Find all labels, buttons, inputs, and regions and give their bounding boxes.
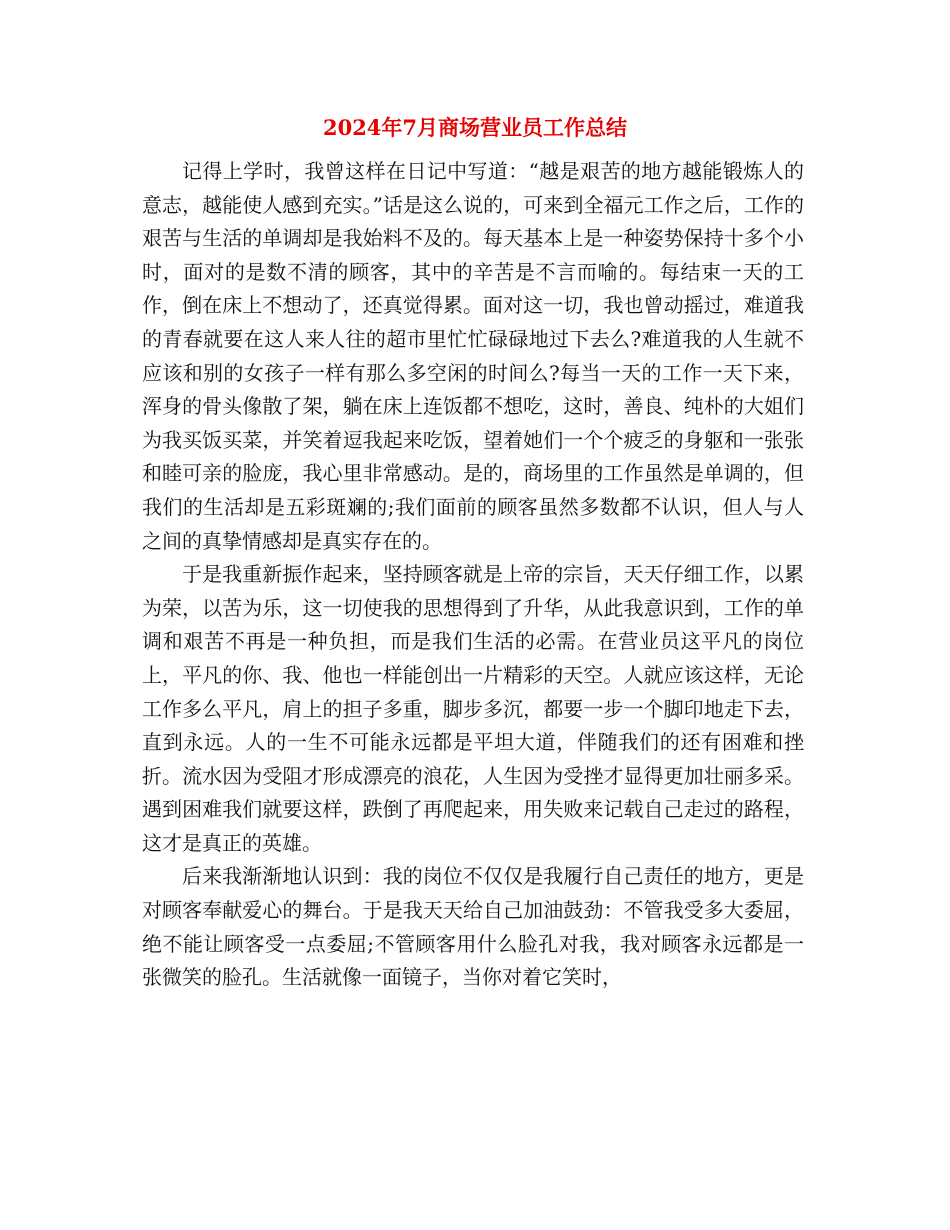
paragraph-3: 后来我渐渐地认识到：我的岗位不仅仅是我履行自己责任的地方，更是对顾客奉献爱心的舞台。于是我天天给自己加油鼓劲：不管我受多大委屈，绝不能让顾客受一点委屈;不管顾客用什么脸孔对我，我对顾客永远都是一张微笑的脸孔。生活就像一面镜子，当你对着它笑时， <box>142 864 804 990</box>
document-body <box>142 155 804 995</box>
paragraph-2: 于是我重新振作起来，坚持顾客就是上帝的宗旨，天天仔细工作，以累为荣，以苦为乐，这一切使我的思想得到了升华，从此我意识到，工作的单调和艰苦不再是一种负担，而是我们生活的必需。在营业员这平凡的岗位上，平凡的你、我、他也一样能创出一片精彩的天空。人就应该这样，无论工作多么平凡，肩上的担子多重，脚步多沉，都要一步一个脚印地走下去，直到永远。人的一生不可能永远都是平坦大道，伴随我们的还有困难和挫折。流水因为受阻才形成漂亮的浪花，人生因为受挫才显得更加壮丽多采。遇到困难我们就要这样，跌倒了再爬起来，用失败来记载自己走过的路程，这才是真正的英雄。 <box>142 562 804 855</box>
document-title: 2024年7月商场营业员工作总结 <box>322 115 628 140</box>
paragraph-1: 记得上学时，我曾这样在日记中写道：“越是艰苦的地方越能锻炼人的意志，越能使人感到充实。”话是这么说的，可来到全福元工作之后，工作的艰苦与生活的单调却是我始料不及的。每天基本上是一种姿势保持十多个小时，面对的是数不清的顾客，其中的辛苦是不言而喻的。每结束一天的工作，倒在床上不想动了，还真觉得累。面对这一切，我也曾动摇过，难道我的青春就要在这人来人往的超市里忙忙碌碌地过下去么?难道我的人生就不应该和别的女孩子一样有那么多空闲的时间么?每当一天的工作一天下来，浑身的骨头像散了架，躺在床上连饭都不想吃，这时，善良、纯朴的大姐们为我买饭买菜，并笑着逗我起来吃饭，望着她们一个个疲乏的身躯和一张张和睦可亲的脸庞，我心里非常感动。是的，商场里的工作虽然是单调的，但我们的生活却是五彩斑斓的;我们面前的顾客虽然多数都不认识，但人与人之间的真挚情感却是真实存在的。 <box>142 159 804 553</box>
